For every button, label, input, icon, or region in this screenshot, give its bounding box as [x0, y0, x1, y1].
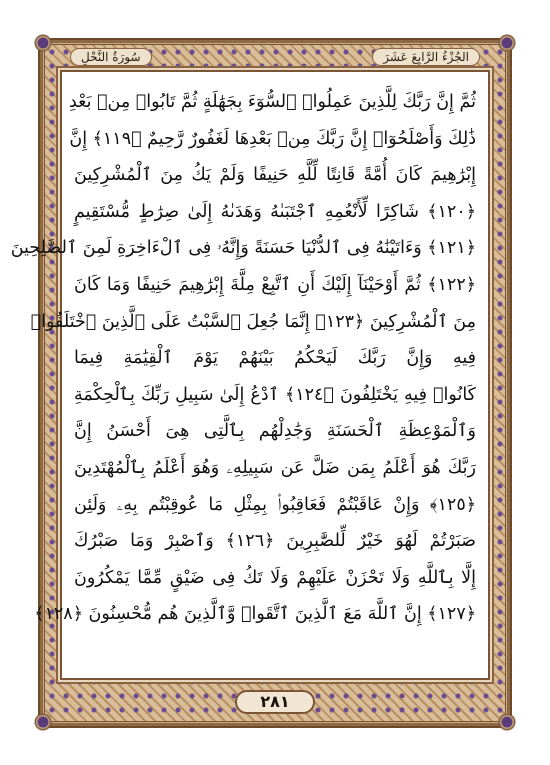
text-line: ثُمَّ إِنَّ رَبَّكَ لِلَّذِينَ عَمِلُوا۟ ٱلسُّوٓءَ بِجَهَٰلَةٍ ثُمَّ تَابُوا۟ مِنۢ بَعْدِ: [68, 92, 476, 112]
text-line: ﴿١٢٢﴾ ثُمَّ أَوْحَيْنَآ إِلَيْكَ أَنِ ٱتَّبِعْ مِلَّةَ إِبْرَٰهِيمَ حَنِيفًا وَمَا كَانَ: [74, 274, 476, 295]
text-line: ﴿١٢٥﴾ وَإِنْ عَاقَبْتُمْ فَعَاقِبُوا۟ بِمِثْلِ مَا عُوقِبْتُم بِهِۦ وَلَئِن: [74, 494, 476, 515]
text-line: وَٱلْمَوْعِظَةِ ٱلْحَسَنَةِ وَجَٰدِلْهُم بِٱلَّتِى هِىَ أَحْسَنُ إِنَّ: [74, 421, 476, 442]
text-line: ﴿١٢٧﴾ إِنَّ ٱللَّهَ مَعَ ٱلَّذِينَ ٱتَّقَوا۟ وَّٱلَّذِينَ هُم مُّحْسِنُونَ ﴿١٢٨﴾: [34, 604, 476, 625]
page-number: ٢٨١: [235, 690, 315, 714]
text-line: رَبَّكَ هُوَ أَعْلَمُ بِمَن ضَلَّ عَن سَبِيلِهِۦ وَهُوَ أَعْلَمُ بِٱلْمُهْتَدِينَ: [74, 457, 476, 478]
text-line: إِبْرَٰهِيمَ كَانَ أُمَّةً قَانِتًا لِّلَّهِ حَنِيفًا وَلَمْ يَكُ مِنَ ٱلْمُشْرِكِينَ: [74, 165, 476, 186]
corner-ornament-icon: [494, 30, 520, 56]
text-line: إِلَّا بِٱللَّهِ وَلَا تَحْزَنْ عَلَيْهِمْ وَلَا تَكُ فِى ضَيْقٍ مِّمَّا يَمْكُرُونَ: [74, 567, 476, 588]
text-line: مِنَ ٱلْمُشْرِكِينَ ﴿١٢٣﴾ إِنَّمَا جُعِلَ ٱلسَّبْتُ عَلَى ٱلَّذِينَ ٱخْتَلَفُوا۟: [30, 311, 476, 332]
text-line: ﴿١٢٠﴾ شَاكِرًا لِّأَنْعُمِهِ ٱجْتَبَىٰهُ وَهَدَىٰهُ إِلَىٰ صِرَٰطٍ مُّسْتَقِيمٍ: [74, 201, 476, 222]
page-header: [60, 46, 490, 68]
corner-ornament-icon: [494, 709, 520, 735]
surah-name: سُورَةُ النَّحْلِ: [70, 48, 152, 66]
quran-text-block: [10, 84, 476, 670]
text-line: فِيهِ وَإِنَّ رَبَّكَ لَيَحْكُمُ بَيْنَهُمْ يَوْمَ ٱلْقِيَٰمَةِ فِيمَا: [74, 348, 476, 369]
corner-ornament-icon: [30, 30, 56, 56]
corner-ornament-icon: [30, 709, 56, 735]
text-line: ﴿١٢١﴾ وَءَاتَيْنَٰهُ فِى ٱلدُّنْيَا حَسَنَةً وَإِنَّهُۥ فِى ٱلْءَاخِرَةِ لَمِنَ ٱلصَّٰلِحِينَ: [10, 238, 476, 259]
text-line: كَانُوا۟ فِيهِ يَخْتَلِفُونَ ﴿١٢٤﴾ ٱدْعُ إِلَىٰ سَبِيلِ رَبِّكَ بِٱلْحِكْمَةِ: [74, 384, 476, 405]
text-line: ذَٰلِكَ وَأَصْلَحُوٓا۟ إِنَّ رَبَّكَ مِنۢ بَعْدِهَا لَغَفُورٌ رَّحِيمٌ ﴿١١٩﴾ إِنَّ: [69, 128, 476, 149]
text-line: صَبَرْتُمْ لَهُوَ خَيْرٌ لِّلصَّٰبِرِينَ ﴿١٢٦﴾ وَٱصْبِرْ وَمَا صَبْرُكَ: [74, 531, 476, 552]
juz-name: الجُزْءُ الرَّابِعَ عَشَرَ: [372, 48, 480, 66]
